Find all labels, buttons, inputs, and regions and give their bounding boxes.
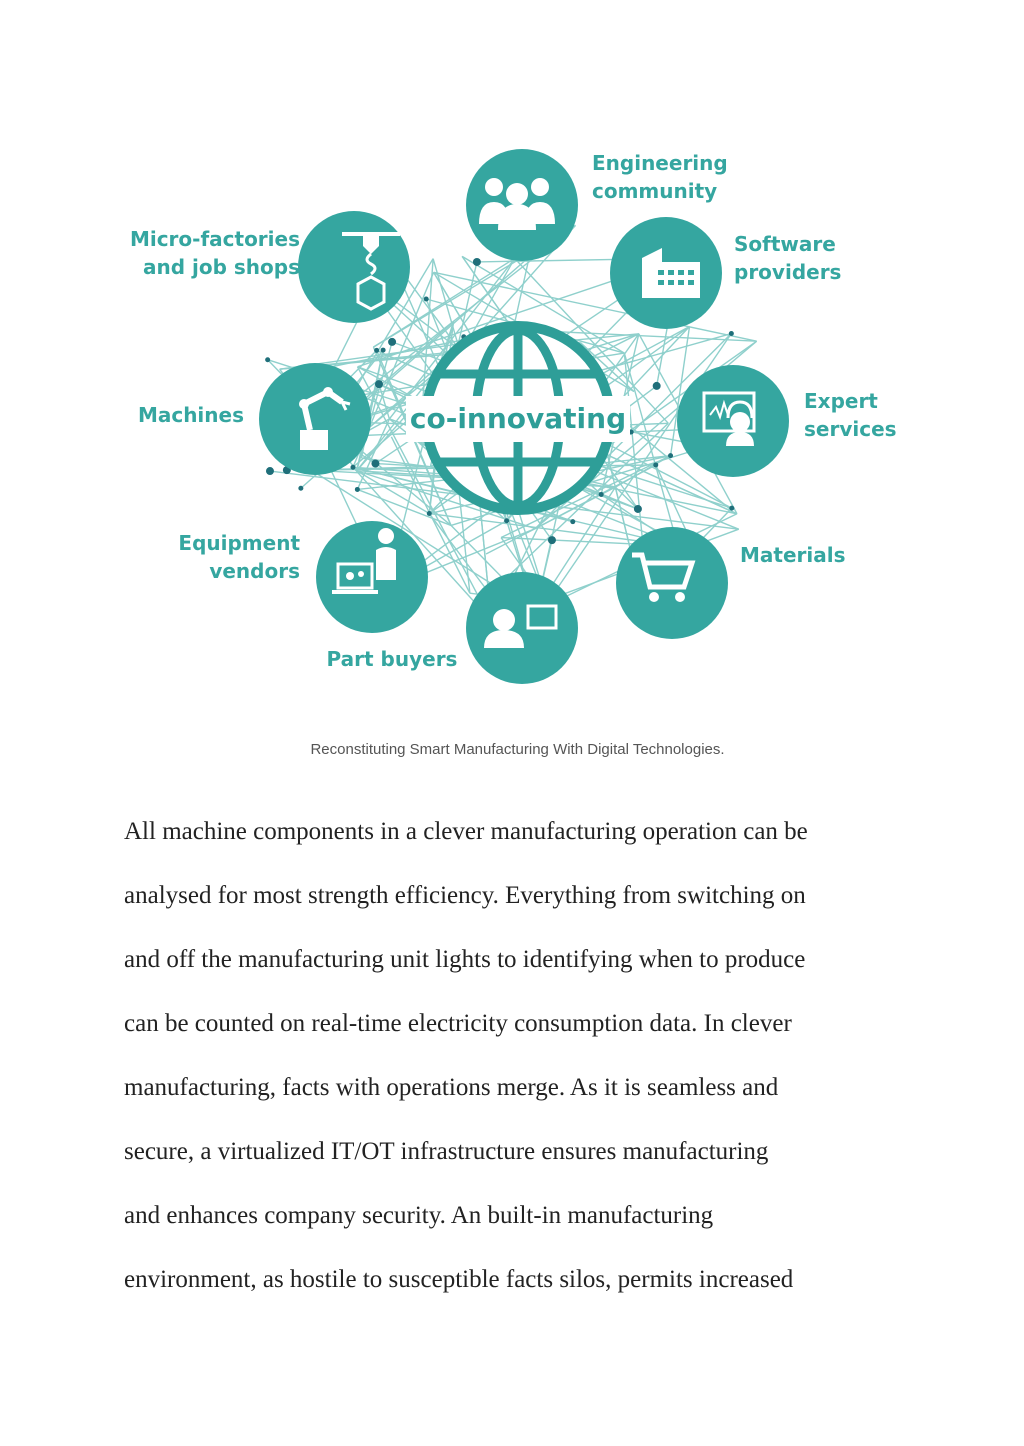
network-dot [350, 465, 355, 470]
node-label-7 [138, 403, 244, 427]
network-dot [381, 348, 386, 353]
node-label-line: providers [734, 260, 842, 284]
figure-caption: Reconstituting Smart Manufacturing With Digital Technologies. [310, 741, 725, 758]
network-dot [668, 453, 673, 458]
network-dot [653, 462, 658, 467]
article-paragraph [124, 806, 924, 1318]
paragraph-line: and off the manufacturing unit lights to identifying when to produce [124, 946, 806, 973]
node-circle-8 [298, 211, 410, 323]
node-label-line: Software [734, 232, 836, 256]
network-dot [729, 506, 734, 511]
network-dot [424, 296, 429, 301]
node-label-8 [130, 227, 300, 279]
center-label: co-innovating [409, 402, 627, 435]
network-dot [388, 338, 396, 346]
network-dot [374, 348, 379, 353]
node-label-line: vendors [209, 559, 300, 583]
node-circle-7 [259, 363, 371, 475]
node-circle-5 [466, 572, 578, 684]
paragraph-line: and enhances company security. An built-in manufacturing [124, 1202, 714, 1229]
network-dot [729, 331, 734, 336]
node-label-6 [178, 531, 300, 583]
node-circle-4 [616, 527, 728, 639]
node-label-line: Micro-factories [129, 227, 300, 251]
network-dot [266, 467, 274, 475]
node-label-4 [740, 543, 846, 567]
paragraph-line: analysed for most strength efficiency. Everything from switching on [124, 882, 806, 909]
paragraph-line: can be counted on real-time electricity consumption data. In clever [124, 1010, 792, 1037]
network-dot [371, 460, 379, 468]
network-dot [427, 511, 432, 516]
people-group-icon [479, 178, 555, 230]
node-label-line: Engineering [592, 151, 728, 175]
network-dot [473, 258, 481, 266]
network-dot [548, 536, 556, 544]
paragraph-line: environment, as hostile to susceptible facts silos, permits increased [124, 1266, 794, 1293]
network-link [429, 514, 489, 594]
node-label-5 [327, 647, 458, 671]
node-label-line: Part buyers [326, 647, 458, 671]
network-dot [570, 519, 575, 524]
node-label-2 [734, 232, 841, 284]
node-label-3 [804, 389, 897, 441]
network-dot [375, 380, 383, 388]
node-label-line: services [804, 417, 897, 441]
network-dot [634, 505, 642, 513]
network-dot [265, 357, 270, 362]
node-label-1 [592, 151, 728, 203]
paragraph-line: All machine components in a clever manufacturing operation can be [124, 818, 808, 845]
node-label-line: Materials [740, 543, 846, 567]
network-dot [298, 486, 303, 491]
network-dot [355, 487, 360, 492]
node-label-line: Expert [804, 389, 878, 413]
network-dot [599, 492, 604, 497]
node-label-line: and job shops [143, 255, 300, 279]
paragraph-line: manufacturing, facts with operations merge. As it is seamless and [124, 1074, 779, 1101]
network-dot [504, 518, 509, 523]
co-innovating-diagram [110, 130, 910, 700]
network-dot [653, 382, 661, 390]
node-label-line: Equipment [178, 531, 300, 555]
node-label-line: Machines [137, 403, 244, 427]
paragraph-line: secure, a virtualized IT/OT infrastructure ensures manufacturing [124, 1138, 769, 1165]
node-label-line: community [592, 179, 718, 203]
